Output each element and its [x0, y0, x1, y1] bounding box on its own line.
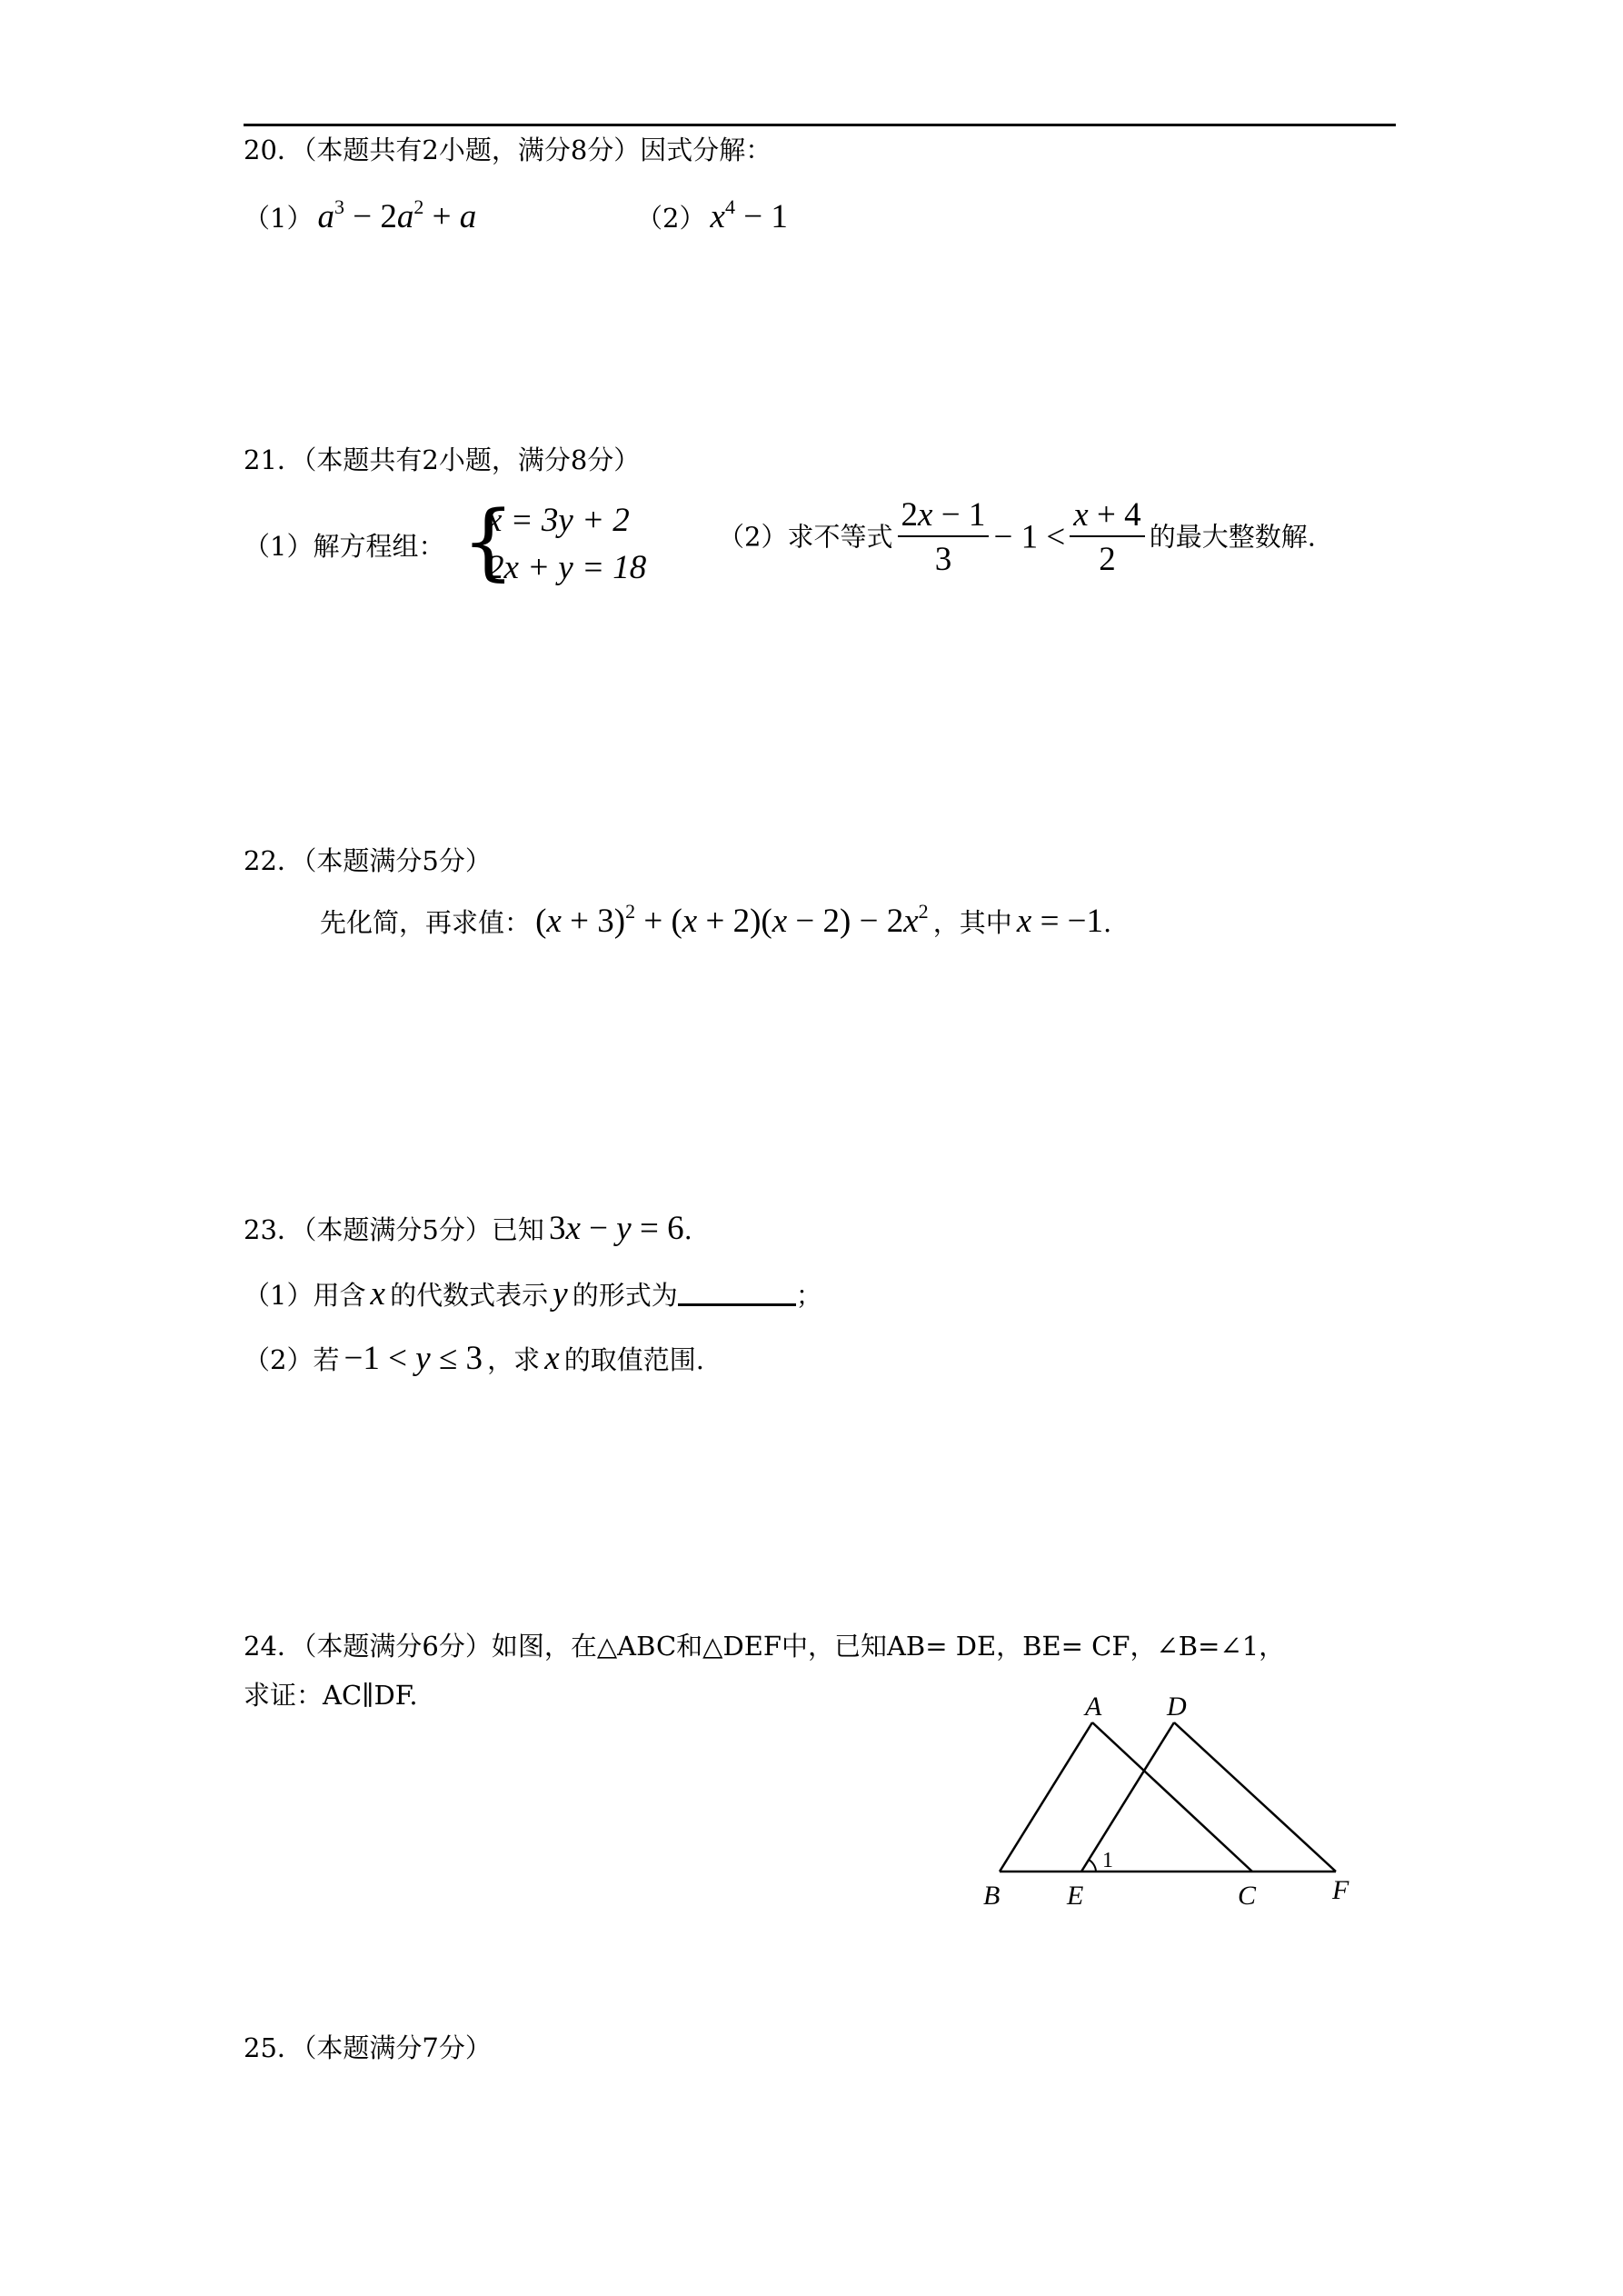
q23-title-end: . — [683, 1214, 692, 1245]
q23-part2-b: ，求 — [487, 1344, 541, 1375]
q21-part2-label: （2）求不等式 — [718, 521, 893, 553]
q20-part1-label: （1） — [244, 203, 314, 234]
label-a: A — [1085, 1695, 1102, 1722]
q22-mid: ，其中 — [932, 907, 1012, 938]
q22-condition: x = −1 — [1016, 903, 1104, 940]
q21-title: 21．（本题共有2小题，满分8分） — [244, 444, 641, 475]
q21-part2 — [718, 498, 1316, 576]
segment-ac — [1092, 1722, 1252, 1872]
segment-df — [1174, 1722, 1336, 1872]
segment-ab — [1000, 1722, 1092, 1872]
q25-title: 25．（本题满分7分） — [244, 2032, 492, 2063]
inequality-middle: − 1 < — [993, 518, 1066, 556]
fraction-denominator: 2 — [1099, 541, 1116, 578]
label-angle-1: 1 — [1102, 1849, 1113, 1872]
variable-x: x — [370, 1275, 385, 1313]
q24-line2: 求证：AC∥DF. — [244, 1680, 418, 1711]
q23-part2-a: （2）若 — [244, 1344, 340, 1375]
inequality-left-fraction — [898, 498, 990, 576]
label-c: C — [1238, 1881, 1257, 1911]
q23-title-line — [244, 1212, 692, 1245]
q23-part1-b: 的代数式表示 — [390, 1280, 549, 1311]
q23-part2 — [244, 1342, 704, 1375]
segment-de — [1081, 1722, 1174, 1872]
q20-title: 20．（本题共有2小题，满分8分）因式分解： — [244, 135, 772, 165]
inequality-right-fraction — [1070, 498, 1144, 576]
q23-part2-c: 的取值范围. — [563, 1344, 704, 1375]
label-b: B — [983, 1881, 1001, 1911]
triangle-figure — [972, 1695, 1363, 1918]
q21-part2-suffix: 的最大整数解. — [1149, 521, 1316, 553]
q20-part1-expression: $a^3 - 2a^2 + a$ — [317, 195, 477, 235]
answer-blank[interactable] — [678, 1280, 796, 1306]
q20-part2-expression: $x^4 - 1$ — [710, 195, 788, 235]
q22-prefix: 先化简，再求值： — [320, 907, 532, 938]
q22-expression: $(x + 3)^2 + (x + 2)(x - 2) - 2x^2$ — [535, 900, 929, 940]
q23-part1-end: ； — [795, 1280, 822, 1311]
equation-system-brace: { — [462, 493, 515, 590]
variable-y: y — [553, 1275, 568, 1313]
q20-part2 — [636, 195, 788, 235]
top-rule — [244, 124, 1396, 126]
q21-part1-label: （1）解方程组： — [244, 531, 445, 562]
q23-part1-c: 的形式为 — [572, 1280, 678, 1311]
angle-1-arc — [1089, 1860, 1096, 1872]
label-d: D — [1167, 1695, 1187, 1722]
q23-part1-a: （1）用含 — [244, 1280, 366, 1311]
q23-range: −1 < y ≤ 3 — [344, 1340, 483, 1377]
label-f: F — [1332, 1875, 1349, 1905]
q22-title: 22．（本题满分5分） — [244, 845, 492, 876]
q20-part2-label: （2） — [636, 203, 706, 234]
q23-given: 3x − y = 6 — [548, 1210, 684, 1247]
fraction-denominator: 3 — [934, 541, 952, 578]
q20-part1 — [244, 195, 477, 235]
fraction-numerator: 2x − 1 — [898, 498, 990, 537]
q23-part1 — [244, 1277, 822, 1311]
fraction-numerator: x + 4 — [1070, 498, 1144, 537]
q23-title: 23．（本题满分5分）已知 — [244, 1214, 544, 1245]
label-e: E — [1067, 1881, 1084, 1911]
q22-body — [320, 900, 1112, 940]
q22-end: . — [1103, 907, 1112, 938]
q21-eq2: 2x + y = 18 — [487, 549, 647, 586]
q21-eq1: x = 3y + 2 — [487, 502, 630, 539]
q24-line1: 24．（本题满分6分）如图，在△ABC和△DEF中，已知AB= DE，BE= CF，∠B=∠1， — [244, 1631, 1286, 1662]
variable-x: x — [544, 1340, 560, 1377]
